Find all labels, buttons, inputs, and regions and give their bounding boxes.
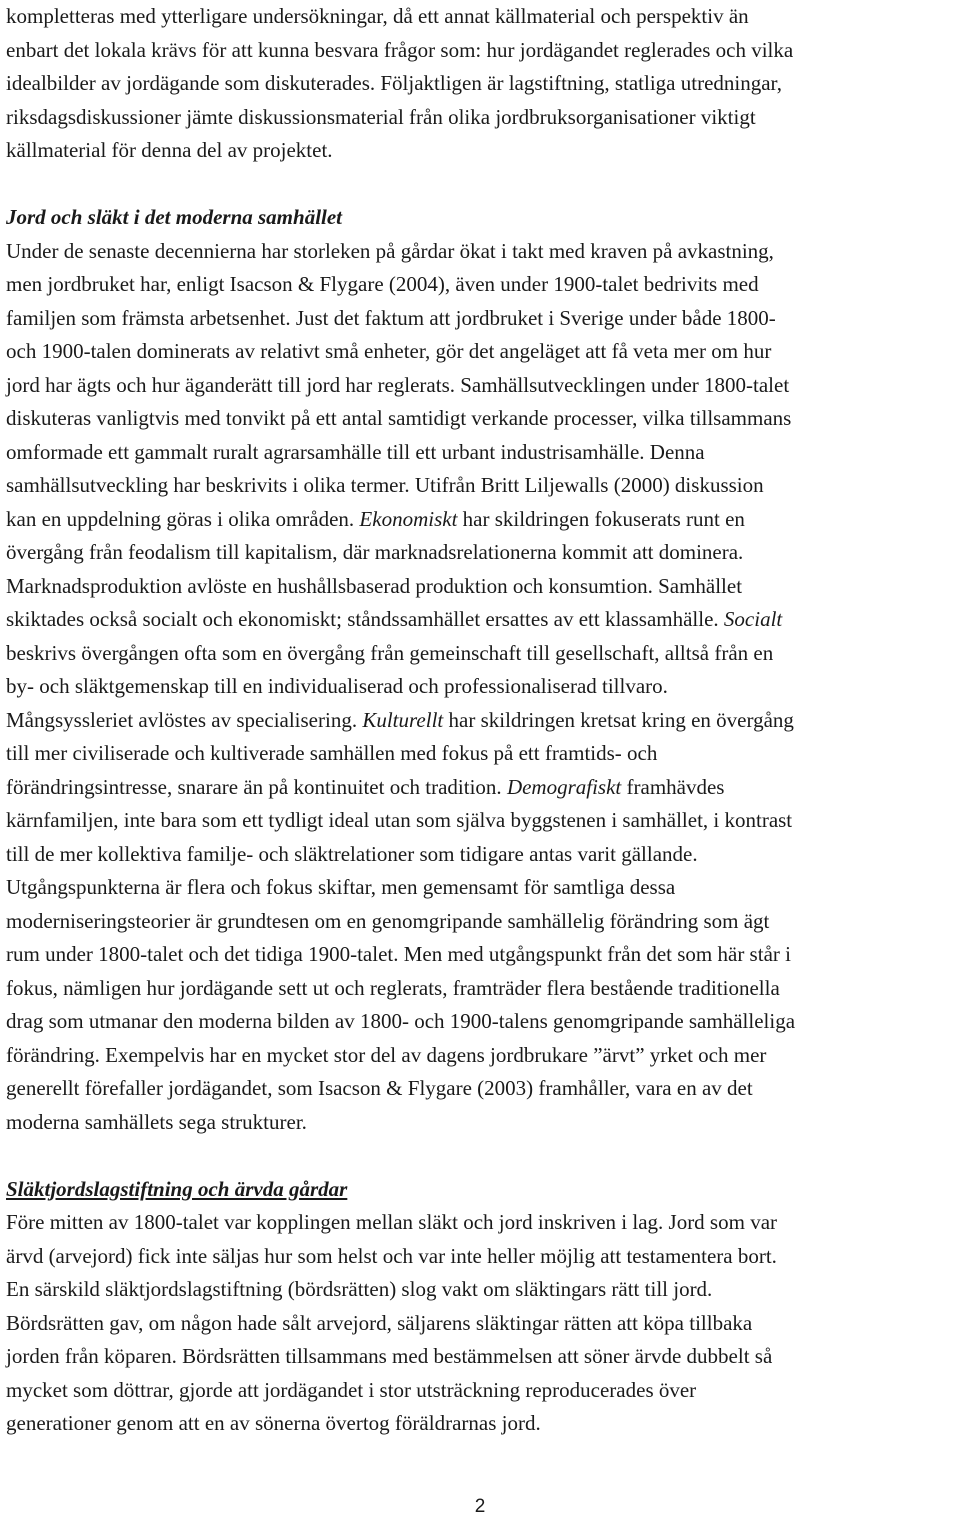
body-text: har skildringen kretsat kring en övergång bbox=[443, 707, 794, 732]
body-line: jorden från köparen. Bördsrätten tillsammans med bestämmelsen att söner ärvde dubbelt så bbox=[6, 1344, 773, 1368]
body-line: En särskild släktjordslagstiftning (bördsrätten) slog vakt om släktingars rätt till jord. bbox=[6, 1277, 713, 1301]
intro-paragraph bbox=[6, 0, 960, 168]
page-number: 2 bbox=[474, 1496, 486, 1517]
body-line: Utgångspunkterna är flera och fokus skiftar, men gemensamt för samtliga dessa bbox=[6, 875, 676, 899]
body-line: till de mer kollektiva familje- och släktrelationer som tidigare antas varit gällande. bbox=[6, 841, 698, 866]
section1-paragraph bbox=[6, 235, 960, 1140]
document-page bbox=[6, 0, 960, 1441]
emphasis-ekonomiskt: Ekonomiskt bbox=[359, 506, 458, 531]
emphasis-socialt: Socialt bbox=[723, 607, 783, 631]
body-line: Före mitten av 1800-talet var kopplingen mellan släkt och jord inskriven i lag. Jord som var bbox=[6, 1210, 778, 1234]
body-line: till mer civiliserade och kultiverade samhällen med fokus på ett framtids- och bbox=[6, 741, 658, 765]
body-text: Mångsyssleriet avlöstes av specialisering. bbox=[6, 707, 363, 732]
body-line: Bördsrätten gav, om någon hade sålt arvejord, säljarens släktingar rätten att köpa tillbaka bbox=[6, 1310, 753, 1335]
section-heading-slaktjordslagstiftning: Släktjordslagstiftning och ärvda gårdar bbox=[6, 1176, 348, 1201]
intro-line: källmaterial för denna del av projektet. bbox=[6, 138, 333, 162]
body-line bbox=[6, 704, 960, 738]
intro-line: kompletteras med ytterligare undersökningar, då ett annat källmaterial och perspektiv än bbox=[6, 4, 749, 28]
body-line: övergång från feodalism till kapitalism, där marknadsrelationerna kommit att dominera. bbox=[6, 540, 744, 564]
body-line: Marknadsproduktion avlöste en hushållsbaserad produktion och konsumtion. Samhället bbox=[6, 573, 743, 598]
body-text: kan en uppdelning göras i olika områden. bbox=[6, 506, 360, 531]
intro-line: idealbilder av jordägande som diskuterades. Följaktligen är lagstiftning, statliga utredningar, bbox=[6, 71, 782, 95]
body-line: generellt förefaller jordägandet, som Isacson & Flygare (2003) framhåller, vara en av det bbox=[6, 1076, 753, 1100]
body-text: har skildringen fokuserats runt en bbox=[457, 506, 745, 531]
body-line: jord har ägts och hur äganderätt till jord har reglerats. Samhällsutvecklingen under 1800-talet bbox=[6, 372, 790, 397]
body-line: moderna samhällets sega strukturer. bbox=[6, 1109, 307, 1134]
body-line: generationer genom att en av sönerna övertog föräldrarnas jord. bbox=[6, 1411, 541, 1435]
intro-line: enbart det lokala krävs för att kunna besvara frågor som: hur jordägandet reglerades och vilka bbox=[6, 37, 794, 62]
body-line: beskrivs övergången ofta som en övergång från gemeinschaft till gesellschaft, alltså från en bbox=[6, 640, 774, 665]
section-heading-jord-och-slakt: Jord och släkt i det moderna samhället bbox=[6, 205, 343, 229]
body-line: fokus, nämligen hur jordägande sett ut och reglerats, framträder flera bestående traditionella bbox=[6, 975, 780, 1000]
body-line: familjen som främsta arbetsenhet. Just det faktum att jordbruket i Sverige under både 1800- bbox=[6, 305, 776, 330]
paragraph-gap bbox=[6, 168, 960, 202]
body-text: skiktades också socialt och ekonomiskt; ståndssamhället ersattes av ett klassamhälle. bbox=[6, 607, 724, 631]
body-line bbox=[6, 503, 960, 537]
body-line: kärnfamiljen, inte bara som ett tydligt ideal utan som själva byggstenen i samhället, i kontrast bbox=[6, 808, 793, 832]
body-line: men jordbruket har, enligt Isacson & Flygare (2004), även under 1900-talet bedrivits med bbox=[6, 272, 759, 296]
body-line: diskuteras vanligtvis med tonvikt på ett antal samtidigt verkande processer, vilka tillsammans bbox=[6, 406, 792, 430]
body-line: mycket som döttrar, gjorde att jordägandet i stor utsträckning reproducerades över bbox=[6, 1377, 697, 1402]
body-line bbox=[6, 603, 960, 637]
paragraph-gap bbox=[6, 1139, 960, 1173]
body-line: moderniseringsteorier är grundtesen om en genomgripande samhällelig förändring som ägt bbox=[6, 908, 770, 933]
body-line: och 1900-talen dominerats av relativt små enheter, gör det angeläget att få veta mer om hur bbox=[6, 339, 772, 363]
emphasis-kulturellt: Kulturellt bbox=[362, 707, 444, 732]
body-line: ärvd (arvejord) fick inte säljas hur som helst och var inte heller möjlig att testamentera bort. bbox=[6, 1243, 777, 1268]
body-text: framhävdes bbox=[621, 774, 725, 799]
body-line: samhällsutveckling har beskrivits i olika termer. Utifrån Britt Liljewalls (2000) diskussion bbox=[6, 473, 764, 497]
body-line: by- och släktgemenskap till en individualiserad och professionaliserad tillvaro. bbox=[6, 674, 668, 698]
body-line: Under de senaste decennierna har storleken på gårdar ökat i takt med kraven på avkastning, bbox=[6, 238, 774, 263]
body-line: förändring. Exempelvis har en mycket stor del av dagens jordbrukare ”ärvt” yrket och mer bbox=[6, 1042, 767, 1067]
intro-line: riksdagsdiskussioner jämte diskussionsmaterial från olika jordbruksorganisationer viktigt bbox=[6, 104, 756, 129]
body-line: rum under 1800-talet och det tidiga 1900-talet. Men med utgångspunkt från det som här står i bbox=[6, 942, 791, 966]
body-line bbox=[6, 771, 960, 805]
body-line: drag som utmanar den moderna bilden av 1800- och 1900-talens genomgripande samhälleliga bbox=[6, 1009, 796, 1033]
body-line: omformade ett gammalt ruralt agrarsamhälle till ett urbant industrisamhälle. Denna bbox=[6, 439, 705, 464]
body-text: förändringsintresse, snarare än på kontinuitet och tradition. bbox=[6, 774, 507, 799]
section2-paragraph bbox=[6, 1206, 960, 1441]
emphasis-demografiskt: Demografiskt bbox=[506, 774, 622, 799]
